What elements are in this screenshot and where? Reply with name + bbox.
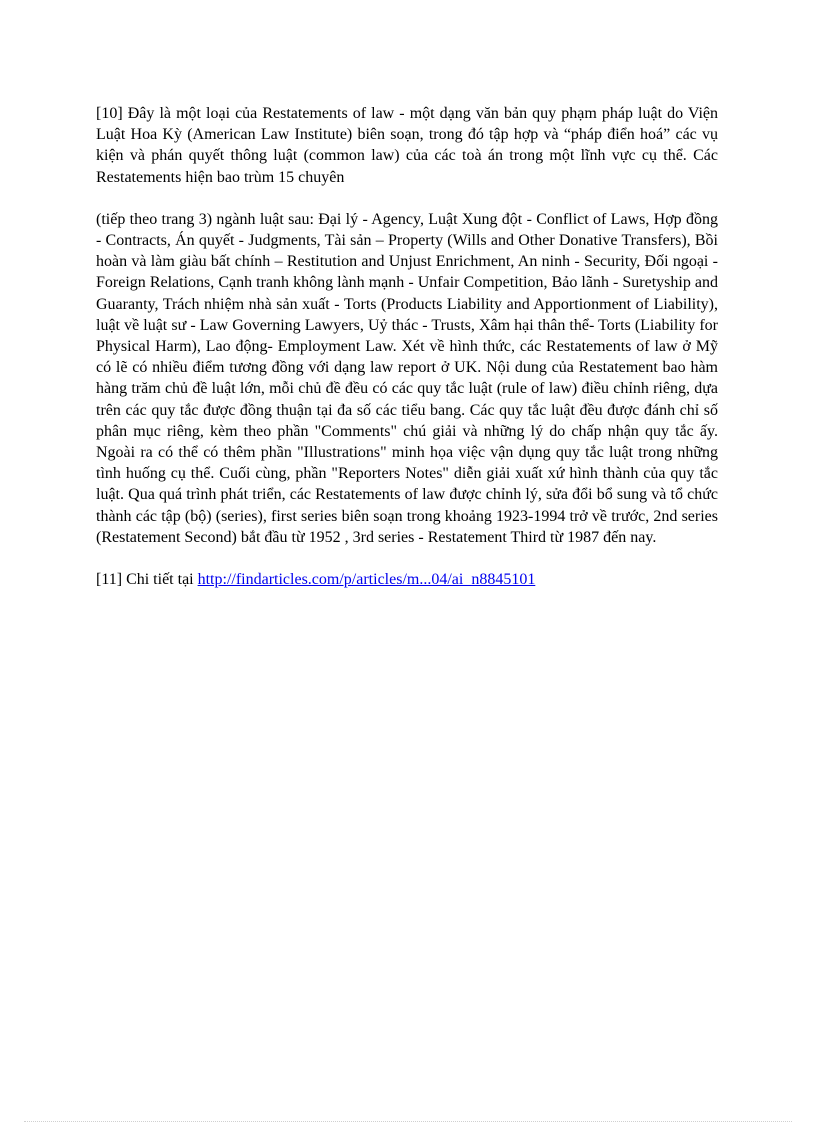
footnote-11	[96, 569, 718, 590]
footnote-10-continuation: (tiếp theo trang 3) ngành luật sau: Đại lý - Agency, Luật Xung đột - Conflict of Laws, Hợp đồng - Contracts, Án quyết - Judgments, Tài sản – Property (Wills and Other Donative Transfers), Bồi hoàn và làm giàu bất chính – Restitution and Unjust Enrichment, An ninh - Security, Đối ngoại - Foreign Relations, Cạnh tranh không lành mạnh - Unfair Competition, Bảo lãnh - Suretyship and Guaranty, Trách nhiệm nhà sản xuất - Torts (Products Liability and Apportionment of Liability), luật về luật sư - Law Governing Lawyers, Uỷ thác - Trusts, Xâm hại thân thể- Torts (Liability for Physical Harm), Lao động- Employment Law. Xét về hình thức, các Restatements of law ở Mỹ có lẽ có nhiều điểm tương đồng với dạng law report ở UK. Nội dung của Restatement bao hàm hàng trăm chủ đề luật lớn, mỗi chủ đề đều có các quy tắc luật (rule of law) điều chỉnh riêng, dựa trên các quy tắc được đồng thuận tại đa số các tiểu bang. Các quy tắc luật đều được đánh chỉ số phân mục riêng, kèm theo phần "Comments" chú giải và những lý do chấp nhận quy tắc ấy. Ngoài ra có thể có thêm phần "Illustrations" minh họa việc vận dụng quy tắc luật trong những tình huống cụ thể. Cuối cùng, phần "Reporters Notes" diễn giải xuất xứ hình thành của quy tắc luật. Qua quá trình phát triển, các Restatements of law được chỉnh lý, sửa đổi bổ sung và tổ chức thành các tập (bộ) (series), first series biên soạn trong khoảng 1923-1994 trở về trước, 2nd series (Restatement Second) bắt đầu từ 1952 , 3rd series - Restatement Third từ 1987 đến nay.	[96, 210, 718, 546]
paragraph-spacer	[96, 188, 718, 209]
footnote-11-link[interactable]: http://findarticles.com/p/articles/m...04/ai_n8845101	[197, 571, 536, 589]
document-body	[96, 103, 718, 590]
footnote-11-prefix: [11] Chi tiết tại	[96, 571, 198, 589]
page-bottom-border	[24, 1121, 792, 1122]
footnote-10: [10] Đây là một loại của Restatements of law - một dạng văn bản quy phạm pháp luật do Viện Luật Hoa Kỳ (American Law Institute) biên soạn, trong đó tập hợp và “pháp điển hoá” các vụ kiện và phán quyết thông luật (common law) của các toà án trong một lĩnh vực cụ thể. Các Restatements hiện bao trùm 15 chuyên	[96, 105, 718, 186]
paragraph-spacer	[96, 548, 718, 569]
